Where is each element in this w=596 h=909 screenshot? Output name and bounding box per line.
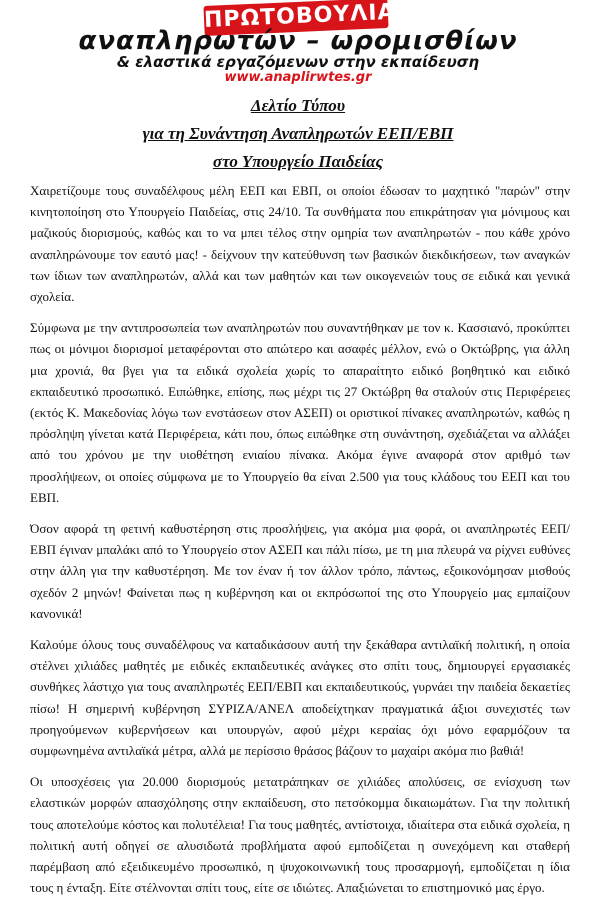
location-title: στο Υπουργείο Παιδείας <box>212 152 384 171</box>
paragraph: Χαιρετίζουμε τους συναδέλφους μέλη ΕΕΠ και ΕΒΠ, οι οποίοι έδωσαν το μαχητικό "παρών" στην κινητοποίηση στο Υπουργείο Παιδείας, στις 24/10. Τα συνθήματα που επικράτησαν για μόνιμους και μαζικούς διορισμούς, καθώς και το να μπει τέλος στην ομηρία των αναπληρωτών - που κάθε χρόνο αναπληρώνουμε τον εαυτό μας! - δείχνουν την κατεύθυνση των βασικών διεκδικήσεων, των αναγκών των ίδιων των αναπληρωτών, αλλά και των μαθητών και των οικογενειών τους σε ειδικά και γενικά σχολεία. <box>30 183 570 305</box>
subject-title: για τη Συνάντηση Αναπληρωτών ΕΕΠ/ΕΒΠ <box>142 124 454 143</box>
document-body <box>30 180 570 909</box>
logo-banner-text: ΠΡΩΤΟΒΟΥΛΙΑ <box>203 0 397 34</box>
paragraph: Οι υποσχέσεις για 20.000 διορισμούς μετατράπηκαν σε χιλιάδες απολύσεις, σε ενίσχυση των ελαστικών μορφών απασχόλησης στην εκπαίδευση, στο πετσόκομμα δικαιωμάτων. Για την πολιτική τους αποτελούμε κόστος και πολυτέλεια! Για τους μαθητές, αντίστοιχα, ιδιαίτερα στα ειδικά σχολεία, η πολιτική αυτή οδηγεί σε αλυσιδωτά προβλήματα αφού εμποδίζεται η συνεχόμενη και σταθερή παρέμβαση από εξειδικευμένο προσωπικό, η ψυχοκοινωνική τους προσαρμογή, εμποδίζεται η ίδια τους η ένταξη. Είτε στέλνονται σπίτι τους, είτε σε ιδιώτες. Απαξιώνεται το επιστημονικό μας έργο. <box>30 774 570 896</box>
organization-url[interactable]: www.anaplirwtes.gr <box>224 70 372 85</box>
organization-name: αναπληρωτών – ωρομισθίων <box>78 26 518 56</box>
paragraph: Καλούμε όλους τους συναδέλφους να καταδικάσουν αυτή την ξεκάθαρα αντιλαϊκή πολιτική, η οποία στέλνει χιλιάδες μαθητές με ειδικές εκπαιδευτικές ανάγκες στο σπίτι τους, δημιουργεί εργασιακές συνθήκες λάστιχο για τους αναπληρωτές ΕΕΠ/ΕΒΠ και εκπαιδευτικούς, γυρνάει την παιδεία δεκαετίες πίσω! Η σημερινή κυβέρνηση ΣΥΡΙΖΑ/ΑΝΕΛ αποδείχτηκαν πραγματικά άξιοι συνεχιστές των προηγούμενων κυβερνήσεων και υπουργών, αφού μέχρι κεραίας όχι μόνο εφαρμόζουν τα συμφωνημένα αντιλαϊκά μέτρα, αλλά με περίσσιο θράσος βάζουν το μαχαίρι ακόμα πιο βαθιά! <box>30 637 570 759</box>
document-titles <box>0 92 596 176</box>
organization-header <box>0 0 596 92</box>
paragraph: Σύμφωνα με την αντιπροσωπεία των αναπληρωτών που συναντήθηκαν με τον κ. Κασσιανό, προκύπτει πως οι μόνιμοι διορισμοί μεταφέρονται στο απώτερο και ασαφές μέλλον, ενώ ο Οκτώβρης, για άλλη μια χρονιά, θα βγει για τα ειδικά σχολεία χωρίς το απαραίτητο ειδικό βοηθητικό και ειδικό εκπαιδευτικό προσωπικό. Ειπώθηκε, επίσης, πως μέχρι τις 27 Οκτώβρη θα σταλούν στις Περιφέρειες (εκτός Κ. Μακεδονίας λόγω των ενστάσεων στον ΑΣΕΠ) οι οριστικοί πίνακες αναπληρωτών, καθώς η πρόσληψη γίνεται κατά Περιφέρεια, κάτι που, όπως ειπώθηκε στη συνάντηση, σχεδιάζεται να αλλάξει από του χρόνου με την υιοθέτηση ενιαίου πίνακα. Ακόμα έγινε αναφορά στον αριθμό των προσλήψεων, οι οποίες σύμφωνα με το Υπουργείο θα είναι 2.500 για τους κλάδους του ΕΕΠ και του ΕΒΠ. <box>30 320 570 505</box>
organization-subtitle: & ελαστικά εργαζόμενων στην εκπαίδευση <box>116 53 480 71</box>
press-release-title: Δελτίο Τύπου <box>250 96 346 115</box>
paragraph: Όσον αφορά τη φετινή καθυστέρηση στις προσλήψεις, για ακόμα μια φορά, οι αναπληρωτές ΕΕΠ/ΕΒΠ έγιναν μπαλάκι από το Υπουργείο στον ΑΣΕΠ και πάλι πίσω, με τη μια πλευρά να ρίχνει ευθύνες στην άλλη για την καθυστέρηση. Με τον έναν ή τον άλλον τρόπο, πάντως, εξοικονόμησαν μισθούς σχεδόν 2 μηνών! Φαίνεται πως η κυβέρνηση και οι εκπρόσωποί της στο Υπουργείο μας εμπαίζουν κανονικά! <box>30 521 570 621</box>
